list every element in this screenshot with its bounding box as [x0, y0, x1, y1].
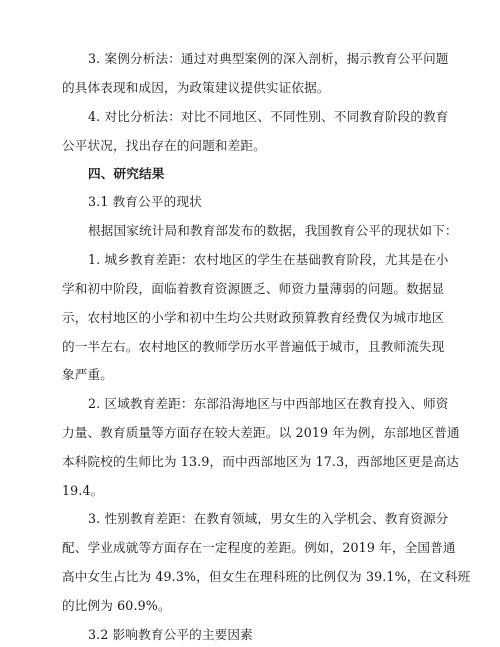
- data-intro-paragraph: 根据国家统计局和教育部发布的数据，我国教育公平的现状如下：: [88, 223, 458, 238]
- subsection-heading-3-2: 3.2 影响教育公平的主要因素: [88, 627, 253, 642]
- method-4-line-2: 公平状况，找出存在的问题和差距。: [62, 138, 266, 153]
- urban-rural-line-3: 示，农村地区的小学和初中生均公共财政预算教育经费仅为城市地区: [62, 310, 445, 325]
- urban-rural-line-5: 象严重。: [62, 367, 113, 382]
- urban-rural-line-2: 学和初中阶段，面临着教育资源匮乏、师资力量薄弱的问题。数据显: [62, 281, 445, 296]
- urban-rural-line-4: 的一半左右。农村地区的教师学历水平普遍低于城市，且教师流失现: [62, 339, 445, 354]
- regional-line-1: 2. 区域教育差距：东部沿海地区与中西部地区在教育投入、师资: [88, 396, 449, 411]
- regional-line-4: 19.4。: [62, 483, 104, 498]
- section-heading: 四、研究结果: [88, 166, 165, 181]
- gender-line-3: 高中女生占比为 49.3%，但女生在理科班的比例仅为 39.1%，在文科班: [62, 569, 471, 584]
- method-4-line-1: 4. 对比分析法：对比不同地区、不同性别、不同教育阶段的教育: [88, 109, 449, 124]
- urban-rural-line-1: 1. 城乡教育差距：农村地区的学生在基础教育阶段，尤其是在小: [88, 252, 449, 267]
- regional-line-2: 力量、教育质量等方面存在较大差距。以 2019 年为例，东部地区普通: [62, 425, 460, 440]
- gender-line-2: 配、学业成就等方面存在一定程度的差距。例如，2019 年，全国普通: [62, 540, 456, 555]
- method-3-line-2: 的具体表现和成因，为政策建议提供实证依据。: [62, 80, 330, 95]
- regional-line-3: 本科院校的生师比为 13.9，而中西部地区为 17.3，西部地区更是高达: [62, 454, 459, 469]
- gender-line-1: 3. 性别教育差距：在教育领域，男女生的入学机会、教育资源分: [88, 511, 449, 526]
- subsection-heading-3-1: 3.1 教育公平的现状: [88, 194, 202, 209]
- method-3-line-1: 3. 案例分析法：通过对典型案例的深入剖析，揭示教育公平问题: [88, 51, 449, 66]
- gender-line-4: 的比例为 60.9%。: [62, 598, 171, 613]
